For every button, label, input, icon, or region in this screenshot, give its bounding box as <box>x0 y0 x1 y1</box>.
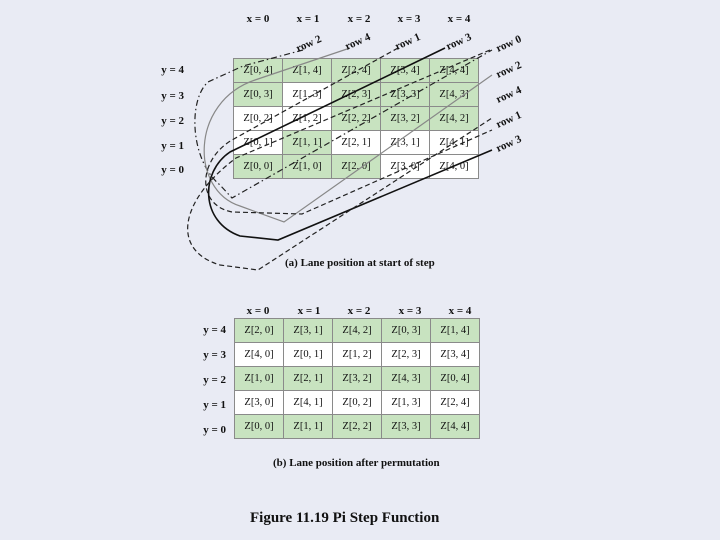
x-header-b-4: x = 4 <box>448 305 472 317</box>
x-header-a-1: x = 1 <box>296 13 320 25</box>
lane-cell: Z[1, 0] <box>283 155 332 179</box>
lane-cell: Z[2, 0] <box>332 155 381 179</box>
y-label-a-3: y = 3 <box>161 90 184 102</box>
lane-cell: Z[3, 4] <box>381 59 430 83</box>
lane-cell: Z[4, 1] <box>284 391 333 415</box>
lane-cell: Z[0, 0] <box>234 155 283 179</box>
y-label-b-4: y = 4 <box>203 324 226 336</box>
lane-cell: Z[3, 2] <box>333 367 382 391</box>
x-header-a-3: x = 3 <box>397 13 421 25</box>
lane-cell: Z[0, 3] <box>382 319 431 343</box>
lane-cell: Z[2, 2] <box>332 107 381 131</box>
lane-cell: Z[3, 1] <box>381 131 430 155</box>
lane-cell: Z[4, 2] <box>333 319 382 343</box>
y-label-b-2: y = 2 <box>203 374 226 386</box>
x-header-a-4: x = 4 <box>447 13 471 25</box>
x-header-b-1: x = 1 <box>297 305 321 317</box>
table-row <box>235 319 480 343</box>
lane-cell: Z[1, 1] <box>283 131 332 155</box>
y-label-b-3: y = 3 <box>203 349 226 361</box>
y-label-a-0: y = 0 <box>161 164 184 176</box>
lane-cell: Z[3, 0] <box>381 155 430 179</box>
lane-cell: Z[4, 3] <box>430 83 479 107</box>
lane-cell: Z[2, 1] <box>284 367 333 391</box>
x-header-b-0: x = 0 <box>246 305 270 317</box>
lane-cell: Z[1, 1] <box>284 415 333 439</box>
row-label-right-row-4: row 4 <box>494 84 524 106</box>
y-label-a-4: y = 4 <box>161 64 184 76</box>
lane-cell: Z[0, 2] <box>333 391 382 415</box>
x-header-a-2: x = 2 <box>347 13 371 25</box>
lane-cell: Z[0, 1] <box>234 131 283 155</box>
table-row <box>235 391 480 415</box>
x-header-b-3: x = 3 <box>398 305 422 317</box>
y-label-b-0: y = 0 <box>203 424 226 436</box>
y-label-a-1: y = 1 <box>161 140 184 152</box>
lane-cell: Z[3, 4] <box>431 343 480 367</box>
lane-cell: Z[0, 3] <box>234 83 283 107</box>
row-label-top-row-1: row 1 <box>393 31 423 53</box>
lane-cell: Z[2, 0] <box>235 319 284 343</box>
lane-cell: Z[2, 3] <box>332 83 381 107</box>
lane-cell: Z[1, 2] <box>333 343 382 367</box>
lane-cell: Z[2, 1] <box>332 131 381 155</box>
lane-cell: Z[0, 1] <box>284 343 333 367</box>
row-label-right-row-3: row 3 <box>494 133 524 155</box>
table-row <box>235 367 480 391</box>
lane-cell: Z[3, 3] <box>381 83 430 107</box>
lane-cell: Z[4, 3] <box>382 367 431 391</box>
lane-cell: Z[4, 1] <box>430 131 479 155</box>
lane-cell: Z[3, 0] <box>235 391 284 415</box>
lane-path-row-0 <box>188 50 492 270</box>
caption-a: (a) Lane position at start of step <box>285 257 435 269</box>
x-header-b-2: x = 2 <box>347 305 371 317</box>
lane-cell: Z[3, 2] <box>381 107 430 131</box>
row-label-right-row-2: row 2 <box>494 59 524 81</box>
lane-cell: Z[2, 4] <box>431 391 480 415</box>
table-row <box>235 415 480 439</box>
lane-cell: Z[1, 3] <box>382 391 431 415</box>
lane-path-row-2 <box>195 50 492 198</box>
x-header-a-0: x = 0 <box>246 13 270 25</box>
table-row <box>235 343 480 367</box>
caption-b: (b) Lane position after permutation <box>273 457 440 469</box>
lane-cell: Z[2, 4] <box>332 59 381 83</box>
lane-cell: Z[4, 2] <box>430 107 479 131</box>
y-label-a-2: y = 2 <box>161 115 184 127</box>
row-label-top-row-3: row 3 <box>444 31 474 53</box>
lane-cell: Z[0, 4] <box>431 367 480 391</box>
lane-cell: Z[1, 0] <box>235 367 284 391</box>
lane-cell: Z[3, 3] <box>382 415 431 439</box>
lane-path-row-4 <box>204 48 492 222</box>
lane-cell: Z[2, 3] <box>382 343 431 367</box>
figure-title: Figure 11.19 Pi Step Function <box>250 510 440 526</box>
lane-cell: Z[0, 2] <box>234 107 283 131</box>
lane-cell: Z[0, 0] <box>235 415 284 439</box>
lane-cell: Z[0, 4] <box>234 59 283 83</box>
lane-grid-b <box>234 318 480 439</box>
lane-cell: Z[2, 2] <box>333 415 382 439</box>
row-label-top-row-2: row 2 <box>294 33 324 55</box>
lane-cell: Z[4, 0] <box>430 155 479 179</box>
row-label-top-row-4: row 4 <box>343 31 373 53</box>
lane-cell: Z[3, 1] <box>284 319 333 343</box>
lane-cell: Z[4, 4] <box>430 59 479 83</box>
lane-cell: Z[1, 4] <box>431 319 480 343</box>
lane-path-row-3 <box>209 48 492 240</box>
y-label-b-1: y = 1 <box>203 399 226 411</box>
lane-cell: Z[4, 4] <box>431 415 480 439</box>
lane-cell: Z[1, 2] <box>283 107 332 131</box>
lane-cell: Z[1, 4] <box>283 59 332 83</box>
lane-cell: Z[1, 3] <box>283 83 332 107</box>
row-label-top-row-0: row 0 <box>494 33 524 55</box>
row-label-right-row-1: row 1 <box>494 109 524 131</box>
lane-cell: Z[4, 0] <box>235 343 284 367</box>
